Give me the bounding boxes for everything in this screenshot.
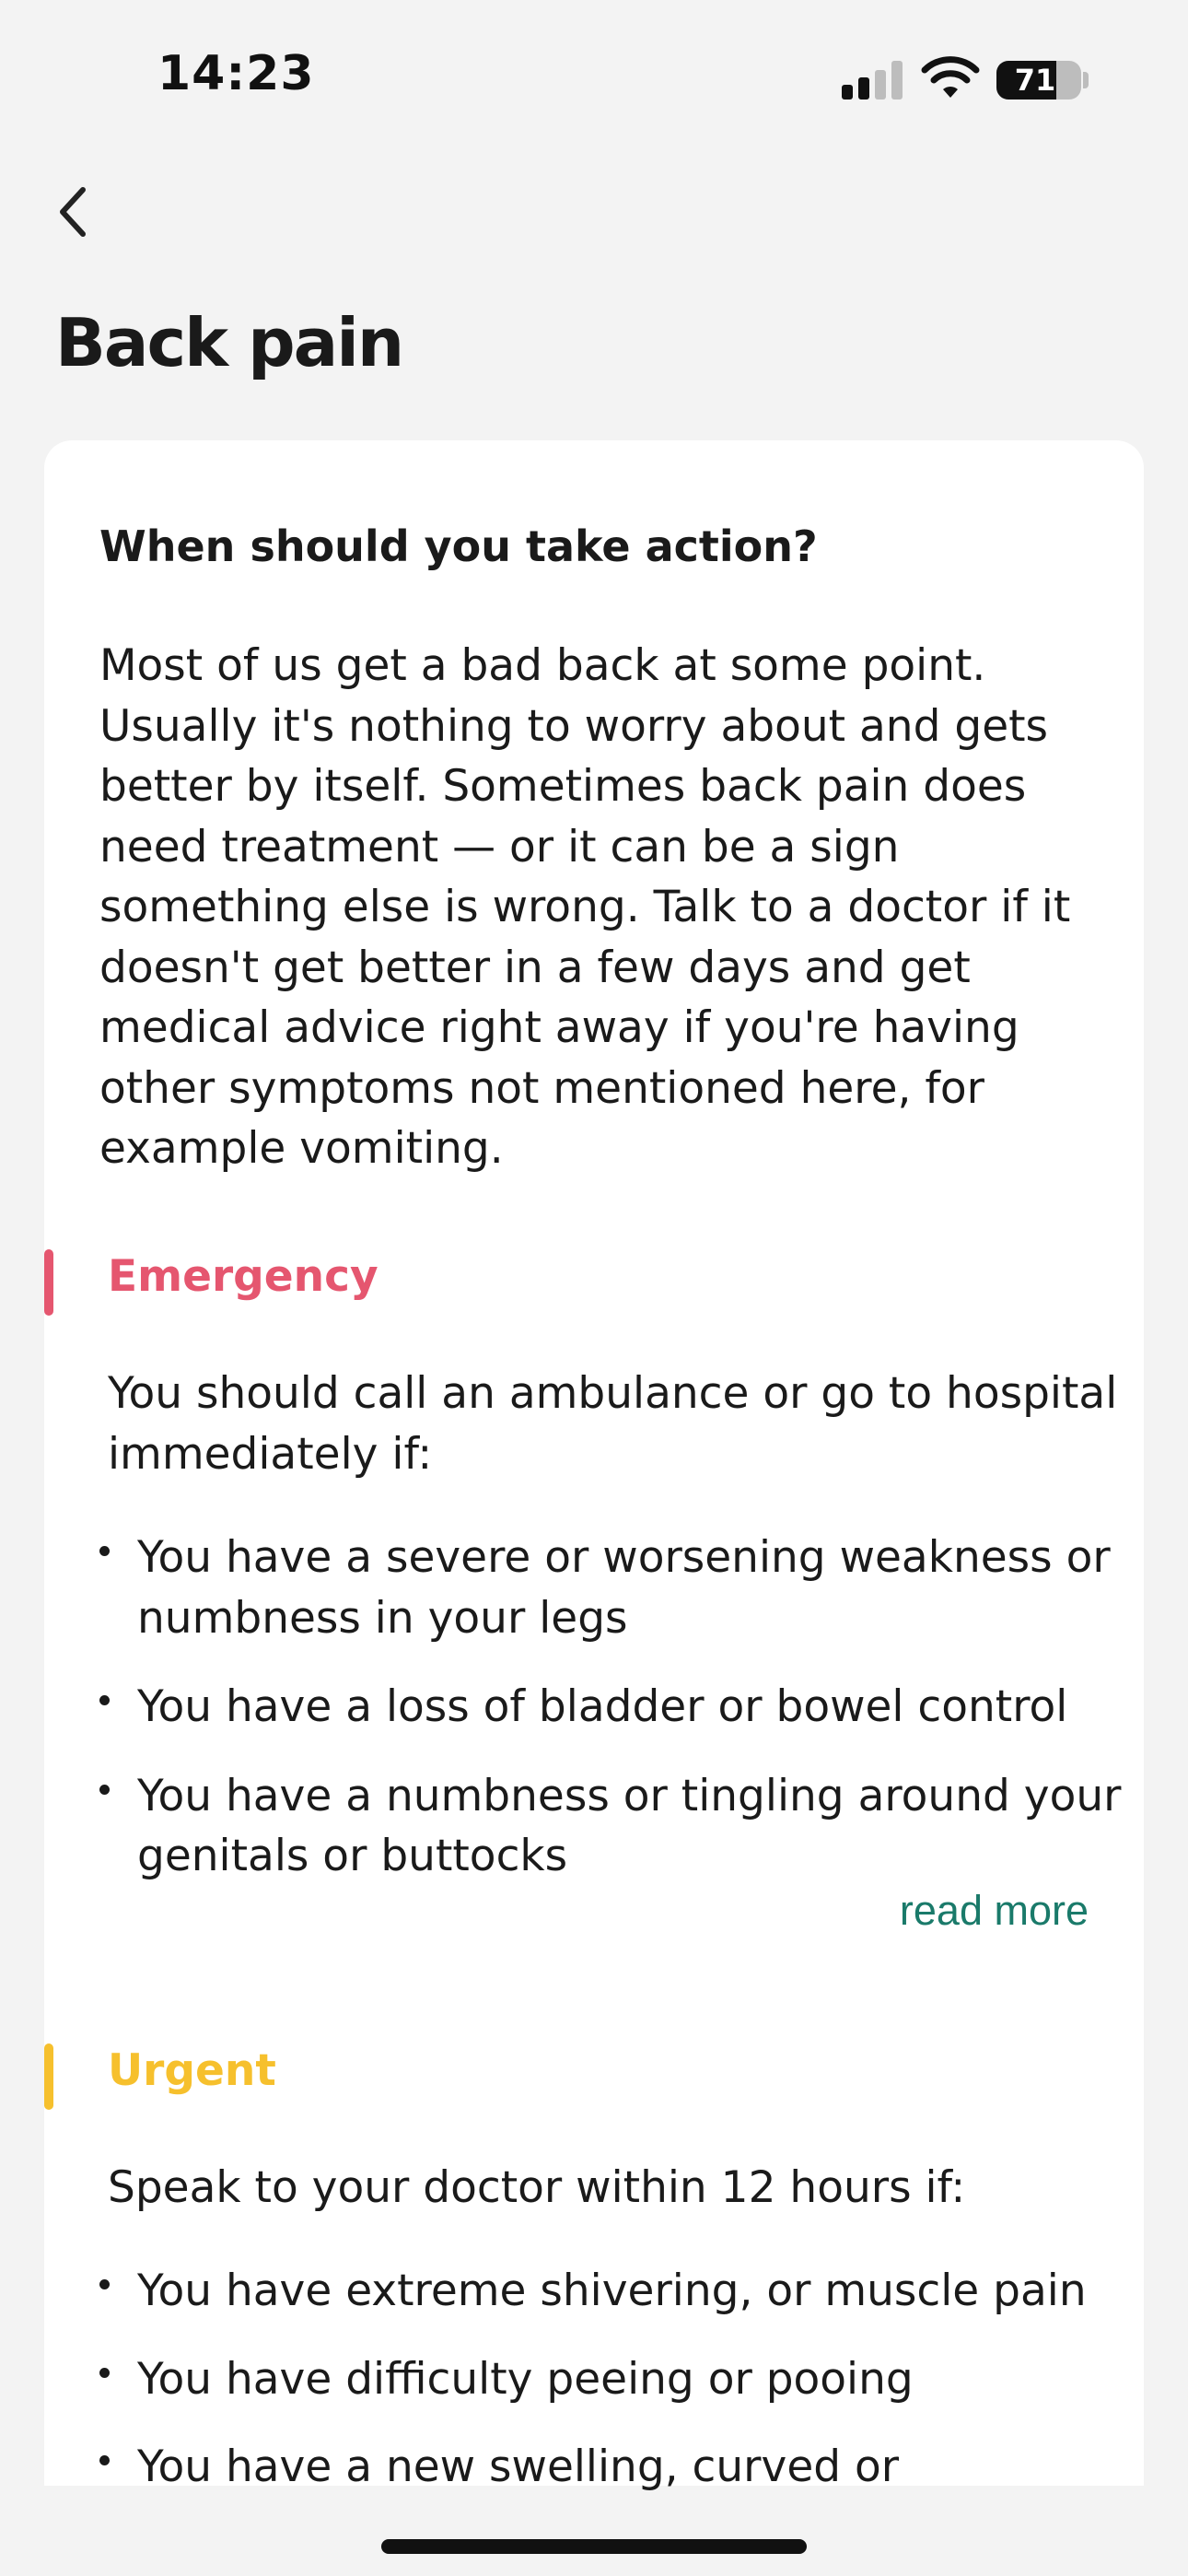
list-item: You have difficulty peeing or pooing bbox=[99, 2349, 1122, 2410]
back-button[interactable] bbox=[55, 175, 111, 249]
emergency-list bbox=[99, 1528, 1122, 1915]
list-item: You have a loss of bladder or bowel control bbox=[99, 1677, 1122, 1738]
info-card bbox=[44, 440, 1144, 2492]
urgent-indicator-bar bbox=[44, 2043, 53, 2110]
read-more-link[interactable]: read more bbox=[899, 1887, 1089, 1934]
emergency-indicator-bar bbox=[44, 1249, 53, 1316]
list-item: You have extreme shivering, or muscle pain bbox=[99, 2261, 1122, 2322]
urgent-lead: Speak to your doctor within 12 hours if: bbox=[108, 2162, 966, 2213]
card-intro: Most of us get a bad back at some point. Usually it's nothing to worry about and gets better by itself. Sometimes back pain does need treatment — or it can be a sign something else is wrong. Talk to a doctor if it doesn't get better in a few days and get medical advice right away if you're having other symptoms not mentioned here, for example vomiting. bbox=[99, 640, 1071, 1174]
urgent-title: Urgent bbox=[108, 2045, 276, 2096]
status-time: 14:23 bbox=[157, 46, 315, 101]
home-indicator[interactable] bbox=[381, 2539, 807, 2554]
cellular-signal-icon bbox=[842, 61, 903, 100]
card-heading: When should you take action? bbox=[99, 521, 818, 571]
battery-icon bbox=[996, 61, 1081, 100]
urgent-list bbox=[99, 2261, 1122, 2526]
battery-percent: 71 bbox=[1014, 63, 1056, 98]
emergency-title: Emergency bbox=[108, 1251, 379, 1302]
list-item: You have a numbness or tingling around your genitals or buttocks bbox=[99, 1766, 1122, 1887]
list-item: You have a severe or worsening weakness or numbness in your legs bbox=[99, 1528, 1122, 1648]
battery-tip bbox=[1083, 72, 1089, 88]
chevron-left-icon bbox=[55, 184, 92, 240]
wifi-icon bbox=[921, 55, 980, 100]
list-item: You have a new swelling, curved or bbox=[99, 2437, 1122, 2498]
emergency-lead: You should call an ambulance or go to hospital immediately if: bbox=[108, 1368, 1118, 1480]
page-title: Back pain bbox=[55, 304, 403, 381]
